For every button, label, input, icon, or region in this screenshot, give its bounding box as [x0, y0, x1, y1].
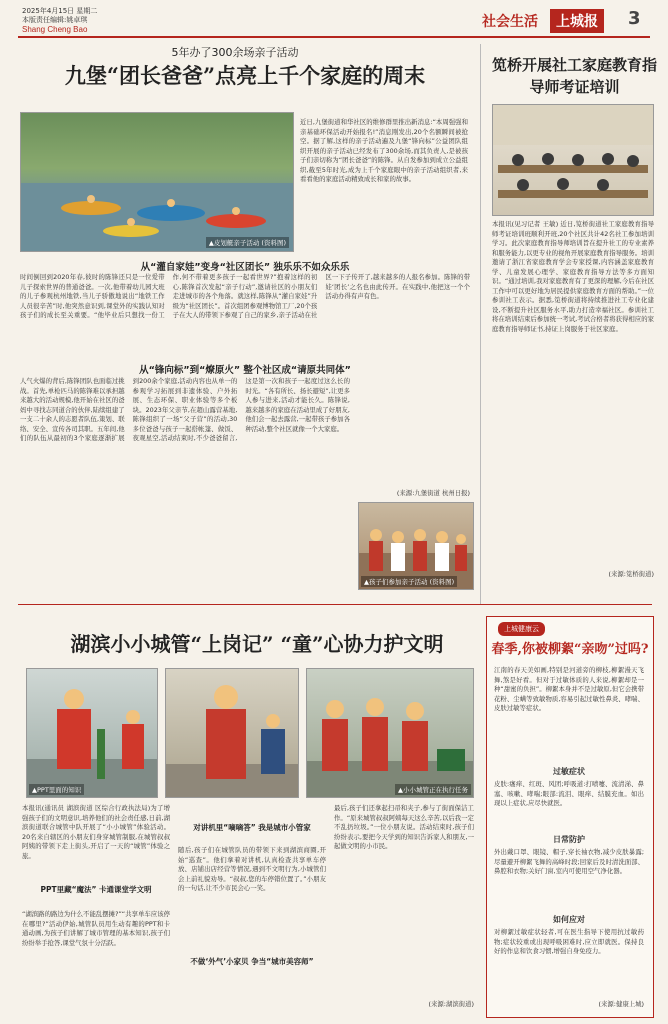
lower-body-d: 最后,孩子们还拿起扫帚和夹子,参与了街面保洁工作。“原来城管叔叔阿姨每天这么辛苦,以后我一定不乱扔垃圾。”一位小朋友说。活动结束时,孩子们纷纷表示,要把今天学到的知识告诉家人和朋友,一起做文明的小市民。	[334, 804, 474, 850]
editor-credit: 本版责任编辑:姚卓琪	[22, 16, 88, 24]
lower-body-b: “湖滨路的路边为什么不能乱摆摊?”“共享单车应该停在哪里?”活动伊始,城管队员用生动有趣的PPT和卡通动画,为孩子们讲解了城市管理的基本知识,孩子们纷纷举手抢答,课堂气氛十分活跃。	[22, 910, 170, 947]
lower-body-a: 本报讯(通讯员 湖滨街道 区综合行政执法局)为了增强孩子们的文明意识,培养他们的社会责任感,日前,湖滨街道联合城管中队开展了“小小城管”体验活动。20名来自辖区的小朋友们身穿城管制服,在城管叔叔阿姨的带领下走上街头,开启了一天的“城管”体验之旅。	[22, 804, 170, 860]
lower-photo-3-caption: ▲小小城管正在执行任务	[395, 784, 471, 795]
lower-body-b-cont	[178, 804, 326, 820]
lower-photo-2	[165, 668, 299, 798]
lower-body-c: 随后,孩子们在城管队员的带领下来到湖滨商圈,开始“巡查”。他们拿着对讲机,认真检查共享单车停放、店铺出店经营等情况,遇到不文明行为,小城管们会上前礼貌劝导。“叔叔,您的车停错位置了。”小朋友的一句话,让不少市民会心一笑。	[178, 846, 326, 892]
lead-kicker: 5年办了300余场亲子活动	[171, 46, 299, 59]
lead-photo-2	[358, 502, 474, 590]
child-cleaning-scene	[27, 669, 157, 797]
lead-photo-caption: ▲皮划艇亲子活动 (资料图)	[206, 237, 289, 248]
lower-photo-1	[26, 668, 158, 798]
lead-photo-2-caption: ▲孩子们参加亲子活动 (资料图)	[361, 576, 457, 587]
training-source: (来源:笕桥街道)	[608, 570, 654, 578]
column-divider	[480, 44, 481, 604]
lead-subhead-1: 从“灌自家娃”变身“社区团长” 独乐乐不如众乐乐	[140, 262, 350, 273]
health-sec2-body: 外出戴口罩、眼镜、帽子,穿长袖衣物,减少皮肤暴露;尽量避开柳絮飞舞的高峰时段;回家后及时清洗面部、鼻腔和衣物;关好门窗,室内可使用空气净化器。	[494, 848, 644, 875]
section-banner	[480, 6, 650, 32]
lower-source: (来源:湖滨街道)	[428, 1000, 474, 1008]
health-body: 江南的春天美如画,特别是河道旁的柳枝,柳絮漫天飞舞,煞是好看。但对于过敏体质的人来说,柳絮却是一种“甜蜜的负担”。柳絮本身并不是过敏原,但它会携带花粉、尘螨等致敏物质,容易引起过敏性鼻炎、哮喘、皮肤过敏等症状。	[494, 666, 644, 712]
lower-subhead-b: 对讲机里“嘀嘀答” 我是城市小管家	[193, 823, 311, 832]
training-photo	[492, 104, 654, 216]
classroom-scene	[493, 105, 653, 215]
lower-photo-1-caption: ▲PPT里面的知识	[29, 784, 84, 795]
lead-body-2: 人气火爆的背后,陈锋团队也面临过挑战。首先,单枪匹马的陈锋难以承担越来越大的活动规模,他开始在社区的爸妈中寻找志同道合的伙伴,陆续组建了一支二十余人的志愿者队伍,策划、联络、安全、宣传各司其职。五年间,他们的队伍从最初的3个家庭逐渐扩展到200余个家庭,活动内容也从单一的参观学习拓展到非遗体验、户外拓展、生态环保、职业体验等多个板块。2023年父亲节,在超山露营基地,陈锋组织了一场“父子营”的活动,30多位爸爸与孩子一起搭帐篷、做饭、夜观星空,活动结束时,不少爸爸留言,这是第一次和孩子一起度过这么长的时光。“各有所长、扬长避短”,让更多人参与进来,活动才能长久。陈锋说,越来越多的家庭在活动里成了好朋友,他们会一起去露营,一起带孩子参加各种活动,整个社区就像一个大家庭。	[20, 377, 350, 442]
lower-subhead-a: PPT里藏“魔法” 卡通课堂学文明	[40, 885, 152, 894]
lead-headline: 九堡“团长爸爸”点亮上千个家庭的周末	[64, 63, 426, 88]
header-rule	[18, 36, 650, 38]
issue-date: 2025年4月15日 星期二	[22, 7, 98, 15]
lead-subhead-2: 从“锋向标”到“燎原火” 整个社区成“请原共同体”	[139, 365, 351, 376]
page-number: 3	[628, 8, 641, 29]
section-rule	[18, 604, 652, 605]
paper-logo: 上城报	[550, 9, 604, 33]
health-sec1-title: 过敏症状	[553, 767, 585, 776]
training-headline: 笕桥开展社工家庭教育指导师考证培训	[492, 56, 658, 96]
lead-intro: 近日,九堡街道和华社区的维修群里推出新消息:“本周强强和亲基础环保活动开始报名!”消息刚发出,20个名额瞬间被抢空。据了解,这样的亲子活动遍及九堡“锋向标”公益团队组织开展的亲子活动已经发布了300余场,而其负责人,是被孩子们亲切称为“团长爸爸”的陈锋。从自发参加到成立公益组织,截至5年时光,成为上千个家庭眼中的亲子活动组织者,来看看他的家庭活动精致成长和家的故事。	[300, 118, 468, 183]
health-sec1-body: 皮肤:瘙痒、红斑、风团;呼吸道:打喷嚏、流清涕、鼻塞、咳嗽、哮喘;眼部:流泪、眼痒、结膜充血。如出现以上症状,应尽快就医。	[494, 780, 644, 807]
health-tag: 上城健康云	[498, 622, 545, 636]
paper-pinyin: Shang Cheng Bao	[22, 25, 88, 34]
lead-source: (来源:九堡街道 杭州日报)	[396, 489, 470, 497]
lower-headline: 湖滨小小城管“上岗记” “童”心协力护文明	[70, 632, 444, 656]
lead-body-1: 时间倒回到2020年春,彼时的陈锋还只是一位爱带儿子探索世界的普通爸爸。一次,他带着幼儿园大班的儿子参观杭州地铁,当儿子骄傲地说出“地铁工作人员很辛苦”时,他突然意识到,课堂外的实践认知对孩子们的成长至关重要。“他毕业后只想找一份工作,何不带着更多孩子一起看世界?”抱着这样的初心,陈锋首次发起“亲子行动”,邀请社区的小朋友们走进城市的各个角落。就这样,陈锋从“灌自家娃”升级为“社区团长”。首次组团参观博物馆工厂,20个孩子在大人的带领下参观了自己的家乡,亲子活动在社区一下子传开了,越来越多的人报名参加。陈锋的带娃‘团长’之名也由此传开。在实践中,他把这一个个活动办得有声有色。	[20, 273, 470, 319]
health-title: 春季,你被柳絮“亲吻”过吗?	[491, 642, 649, 657]
children-group-scene	[307, 669, 473, 797]
lower-photo-3	[306, 668, 474, 798]
health-sec2-title: 日常防护	[553, 835, 585, 844]
lead-photo	[20, 112, 294, 252]
kayak-scene	[21, 113, 293, 251]
section-label: 社会生活	[482, 14, 538, 30]
training-body: 本报讯(见习记者 王敏) 近日,笕桥街道社工家庭教育指导师考证培训班顺利开班,20个社区共计42名社工参加培训学习。此次家庭教育指导师培训旨在提升社工的专业素养和服务能力,以更专业的视角开展家庭教育指导服务。培训邀请了浙江省家庭教育学会专家授课,内容涵盖家庭教育学、儿童发展心理学、家庭教育指导方法等多方面知识。“通过培训,我对家庭教育有了更深的理解,今后在社区工作中可以更好地为居民提供家庭教育方面的帮助。”一位参训社工表示。据悉,笕桥街道将持续推进社工专业化建设,不断提升社区服务水平,助力打造幸福社区。参训社工将在培训结束后参加统一考试,考试合格者将获得相应的家庭教育指导师证书,持证上岗服务于社区家庭。	[492, 220, 654, 333]
child-patrol-scene	[166, 669, 298, 797]
lower-subhead-c: 不做‘外气’小家贝 争当“城市美容师”	[190, 957, 314, 966]
health-sec3-body: 对柳絮过敏症状轻者,可在医生指导下使用抗过敏药物;症状较重或出现呼吸困难时,应立即就医。保持良好的作息和饮食习惯,增强自身免疫力。	[494, 928, 644, 955]
health-source: (来源:健康上城)	[598, 1000, 644, 1008]
health-sec3-title: 如何应对	[553, 915, 585, 924]
